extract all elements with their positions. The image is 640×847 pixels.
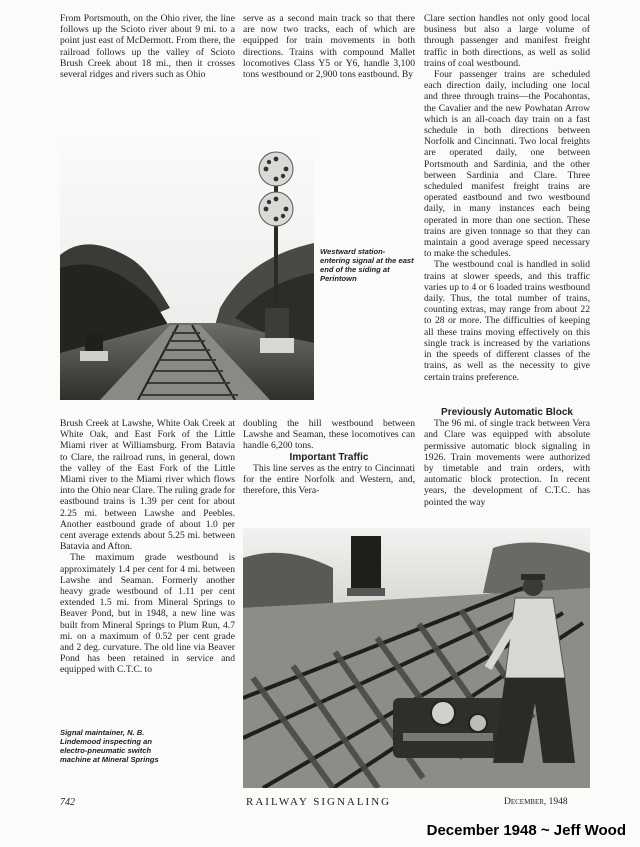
credit-line: December 1948 ~ Jeff Wood bbox=[426, 822, 626, 839]
column-2-bottom bbox=[243, 418, 415, 496]
page-number: 742 bbox=[60, 797, 75, 808]
column-2-top bbox=[243, 13, 415, 80]
signal-track-image bbox=[60, 143, 314, 400]
paragraph: Brush Creek at Lawshe, White Oak Creek at White Oak, and East Fork of the Little Miami river at Williamsburg. From Batavia to Clare, the railroad runs, in general, down the valley of the East Fork of the Little Miami river to the Miami river which flows into the Ohio near Clare. The ruling grade for eastbound trains is 1.39 per cent for about 2.25 mi. between Lawshe and Peebles. Another eastbound grade of about 1.0 per cent average extends about 5.25 mi. between Batavia and Afton. bbox=[60, 418, 235, 553]
paragraph: Clare section handles not only good local business but also a large volume of through passenger and manifest freight traffic in both directions, as well as solid trains of coal westbound. bbox=[424, 13, 590, 69]
issue-date: December, 1948 bbox=[504, 797, 568, 807]
paragraph: The 96 mi. of single track between Vera and Clare was equipped with absolute permissive automatic block signaling in 1926. Train movements were authorized by timetable and train orders, with automatic block protection. In recent years, the development of C.T.C. has pointed the way bbox=[424, 418, 590, 508]
paragraph: The maximum grade westbound is approximately 1.4 per cent for 4 mi. between Lawshe and Seaman. Formerly another heavy grade westbound of 1.11 per cent extended 1.5 mi. from Mineral Springs to Beaver Pond, but in 1948, a new line was built from Mineral Springs to Plum Run, 4.7 mi. on a maximum of 0.52 per cent grade and 2 deg. curvature. The old line via Beaver Pond has been retained in service and equipped with C.T.C. to bbox=[60, 552, 235, 676]
paragraph: From Portsmouth, on the Ohio river, the line follows up the Scioto river about 9 mi. to a point just east of McDermott. From there, the railroad follows up the valley of Scioto Brush Creek about 18 mi., then it crosses several ridges and rivers such as Ohio bbox=[60, 13, 235, 81]
column-3-top bbox=[424, 13, 590, 383]
section-heading: Important Traffic bbox=[289, 451, 369, 463]
switch-machine-image bbox=[243, 528, 590, 788]
column-3-bottom bbox=[424, 407, 590, 508]
magazine-title: RAILWAY SIGNALING bbox=[246, 796, 392, 808]
signal-track-photo bbox=[60, 143, 314, 400]
section-heading: Previously Automatic Block bbox=[441, 407, 573, 418]
signal-photo-caption: Westward station-entering signal at the east end of the siding at Perintown bbox=[320, 247, 414, 283]
paragraph: The westbound coal is handled in solid trains at slower speeds, and this traffic varies up to 4 or 6 loaded trains westbound daily. Thus, the total number of trains, counting extras, may range from about 22 to 28 or more. The difficulties of keeping all these trains moving effectively on this single track is increased by the variations in the speeds of different classes of the trains, as well as the necessity to give certain trains preference. bbox=[424, 259, 590, 383]
switch-photo-caption: Signal maintainer, N. B. Lindemood inspecting an electro-pneumatic switch machine at Mineral Springs bbox=[60, 728, 159, 764]
paragraph: Four passenger trains are scheduled each direction daily, including one local and three through trains—the Pocahontas, the Cavalier and the new Powhatan Arrow which is an all-coach day train on a fast schedule in both directions between Norfolk and Cincinnati. Two local freights are operated daily, one between Portsmouth and Sardinia, and the other between Sardinia and Clare. Three scheduled manifest freight trains are operated eastbound and two westbound daily, in many instances each being operated in more than one section. These trains are given tonnage so that they can maintain a good average speed necessary to make the schedules. bbox=[424, 69, 590, 260]
column-1-top bbox=[60, 13, 235, 80]
switch-machine-photo bbox=[243, 528, 590, 788]
paragraph: This line serves as the entry to Cincinnati for the entire Norfolk and Western, and, therefore, this Vera- bbox=[243, 462, 415, 497]
paragraph: doubling the hill westbound between Lawshe and Seaman, these locomotives can handle 6,200 tons. bbox=[243, 418, 415, 452]
column-1-bottom bbox=[60, 418, 235, 676]
paragraph: serve as a second main track so that there are now two tracks, each of which are equipped for train movements in both directions. Trains with compound Mallet locomotives Class Y5 or Y6, handle 3,100 tons westbound or 2,900 tons eastbound. By bbox=[243, 13, 415, 81]
